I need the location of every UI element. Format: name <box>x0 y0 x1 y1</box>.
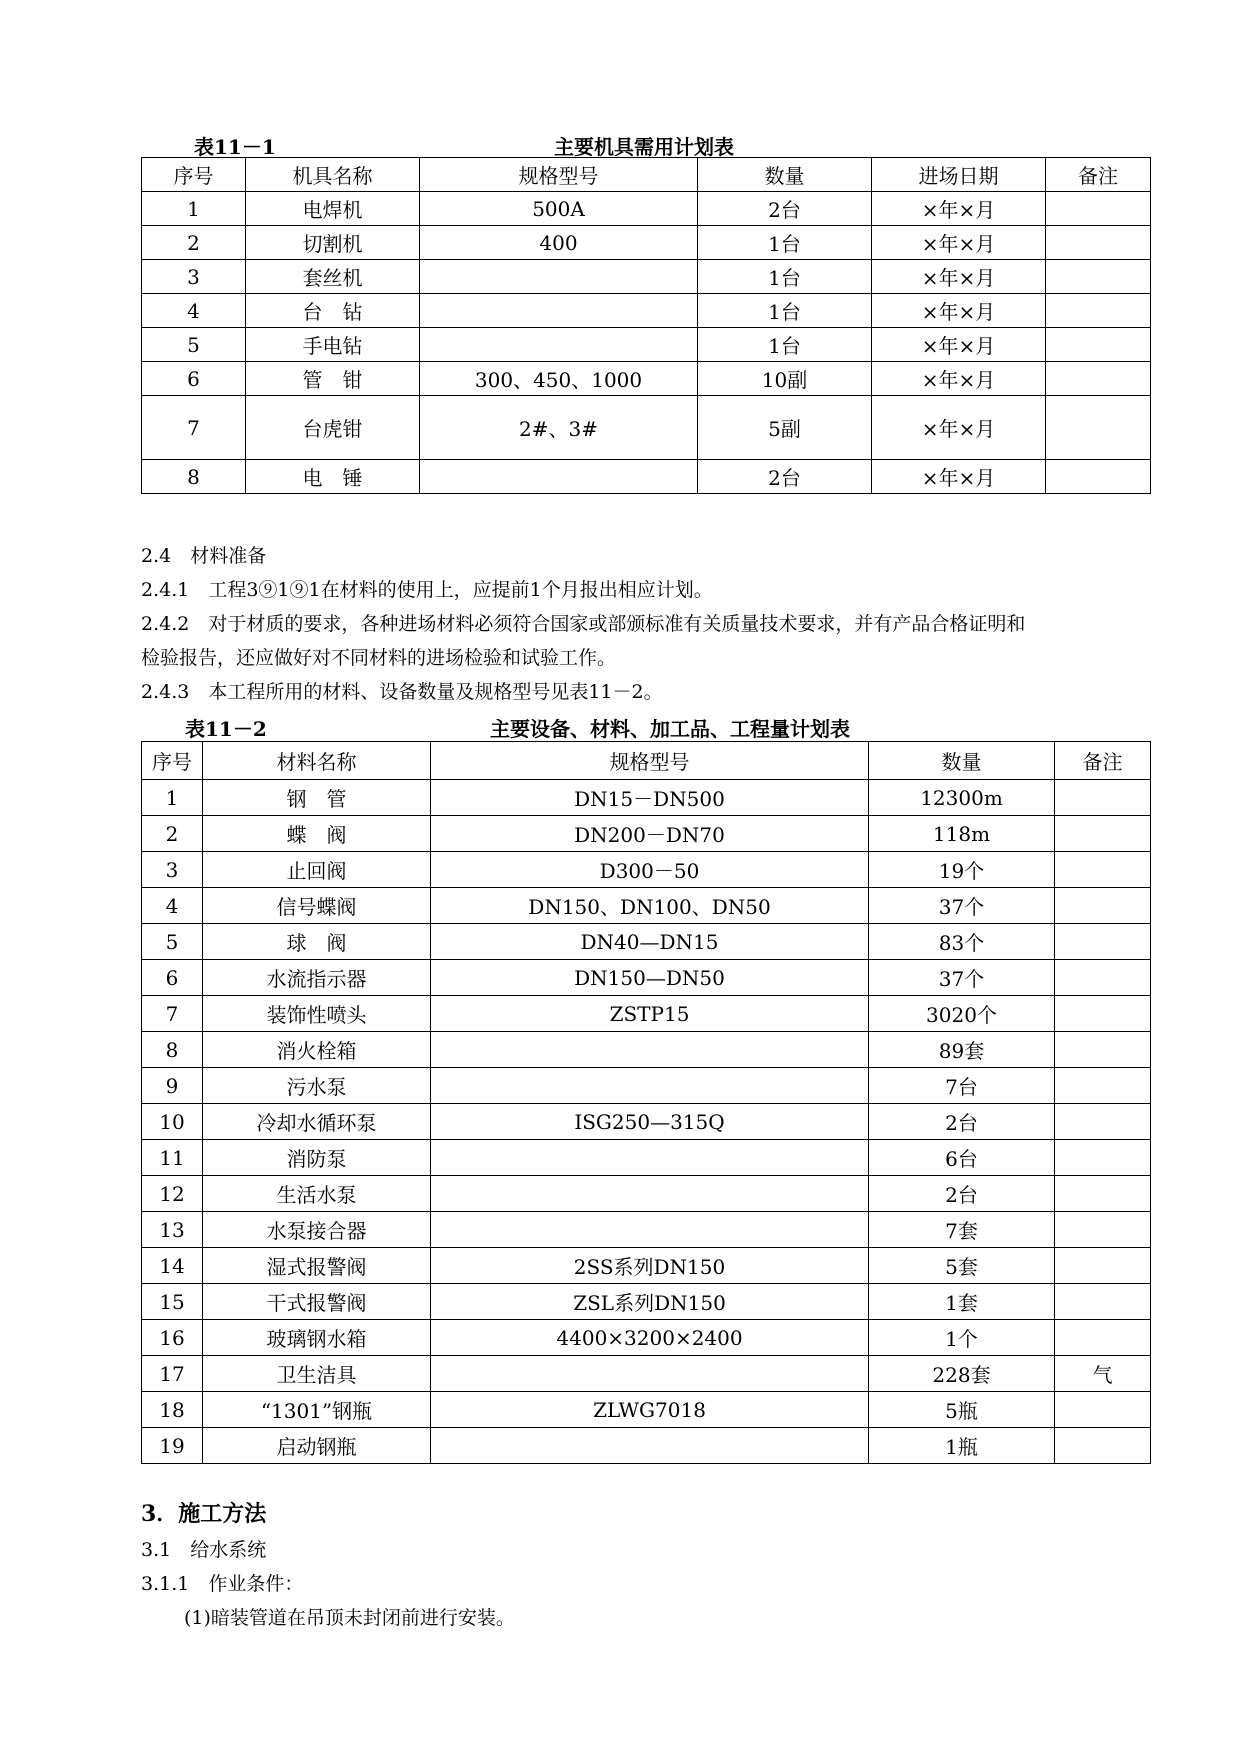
paragraph-2-4-2-line1: 2.4.2 对于材质的要求，各种进场材料必须符合国家或部颁标准有关质量技术要求，并有产品合格证明和 <box>141 613 1026 635</box>
table-cell: 7 <box>142 996 203 1032</box>
table-cell: 装饰性喷头 <box>203 996 431 1032</box>
table-cell: 6台 <box>869 1140 1055 1176</box>
table-row <box>142 328 1151 362</box>
table-cell: 5瓶 <box>869 1392 1055 1428</box>
table-cell: ZLWG7018 <box>431 1392 869 1428</box>
table-cell: 钢 管 <box>203 780 431 816</box>
table-row <box>142 816 1151 852</box>
table-row <box>142 1068 1151 1104</box>
section-heading-3: 3．施工方法 <box>141 1501 267 1527</box>
table-cell: 15 <box>142 1284 203 1320</box>
table2-header-cell: 规格型号 <box>431 742 869 780</box>
table-cell: 228套 <box>869 1356 1055 1392</box>
section-heading-3-1-1: 3.1.1 作业条件： <box>141 1573 304 1595</box>
table2-header-cell: 备注 <box>1055 742 1151 780</box>
table-cell: 1 <box>142 780 203 816</box>
table-cell <box>1055 996 1151 1032</box>
table-row <box>142 226 1151 260</box>
table-cell <box>431 1428 869 1464</box>
table-row <box>142 1104 1151 1140</box>
table-cell: 启动钢瓶 <box>203 1428 431 1464</box>
table-cell: 管 钳 <box>246 362 420 396</box>
table-row <box>142 294 1151 328</box>
table-cell: 电 锤 <box>246 460 420 494</box>
table-cell: 2台 <box>698 460 872 494</box>
table-row <box>142 996 1151 1032</box>
table-cell: 500A <box>420 192 698 226</box>
table-cell: 干式报警阀 <box>203 1284 431 1320</box>
table-cell: 蝶 阀 <box>203 816 431 852</box>
table-cell: 1个 <box>869 1320 1055 1356</box>
table-cell <box>420 294 698 328</box>
table2-caption-number: 表11－2 <box>185 717 267 741</box>
table-cell: 37个 <box>869 960 1055 996</box>
table1-header-cell: 进场日期 <box>872 158 1046 192</box>
section-heading-3-1: 3.1 给水系统 <box>141 1539 267 1561</box>
table-cell: 12 <box>142 1176 203 1212</box>
table1-header-cell: 机具名称 <box>246 158 420 192</box>
paragraph-2-4-1: 2.4.1 工程3⑨1⑨1在材料的使用上，应提前1个月报出相应计划。 <box>141 579 713 601</box>
table-cell: ZSTP15 <box>431 996 869 1032</box>
table-cell: 10 <box>142 1104 203 1140</box>
table1-header-cell: 备注 <box>1046 158 1151 192</box>
table-cell: 6 <box>142 362 246 396</box>
table-cell: 19个 <box>869 852 1055 888</box>
table-cell: 1套 <box>869 1284 1055 1320</box>
table-cell: 2SS系列DN150 <box>431 1248 869 1284</box>
table-cell <box>1046 294 1151 328</box>
table1-caption-title: 主要机具需用计划表 <box>554 135 734 159</box>
table-cell <box>1055 960 1151 996</box>
table-cell: 4 <box>142 294 246 328</box>
table-cell: 17 <box>142 1356 203 1392</box>
table-cell: 台 钻 <box>246 294 420 328</box>
table-cell <box>1046 192 1151 226</box>
table-cell: ISG250—315Q <box>431 1104 869 1140</box>
table-cell <box>1046 260 1151 294</box>
table-cell: 冷却水循环泵 <box>203 1104 431 1140</box>
table-cell: ZSL系列DN150 <box>431 1284 869 1320</box>
table-cell: 2台 <box>869 1176 1055 1212</box>
table-cell <box>1055 1428 1151 1464</box>
table-row <box>142 1284 1151 1320</box>
table-cell: DN150、DN100、DN50 <box>431 888 869 924</box>
table-cell <box>431 1032 869 1068</box>
table-cell: 11 <box>142 1140 203 1176</box>
table-cell: 8 <box>142 460 246 494</box>
table-cell: 污水泵 <box>203 1068 431 1104</box>
table-cell: 台虎钳 <box>246 396 420 460</box>
table-row <box>142 888 1151 924</box>
table-cell: 9 <box>142 1068 203 1104</box>
table-cell <box>420 260 698 294</box>
table-cell <box>420 328 698 362</box>
table-cell: 卫生洁具 <box>203 1356 431 1392</box>
table-cell <box>431 1212 869 1248</box>
table-cell: 7 <box>142 396 246 460</box>
table-cell <box>1055 1068 1151 1104</box>
table-cell <box>1055 924 1151 960</box>
table-cell <box>1055 816 1151 852</box>
table-cell <box>1046 460 1151 494</box>
table-cell: 1 <box>142 192 246 226</box>
table-cell <box>1055 888 1151 924</box>
table-row <box>142 780 1151 816</box>
table-cell <box>1046 362 1151 396</box>
table-cell: 14 <box>142 1248 203 1284</box>
table-row <box>142 1140 1151 1176</box>
table-cell: 5副 <box>698 396 872 460</box>
table-cell: 89套 <box>869 1032 1055 1068</box>
table-cell: 118m <box>869 816 1055 852</box>
table-cell: 5 <box>142 328 246 362</box>
table2-header-row <box>142 742 1151 780</box>
table-cell: 水流指示器 <box>203 960 431 996</box>
table-row <box>142 396 1151 460</box>
table-cell: ×年×月 <box>872 260 1046 294</box>
table-cell <box>431 1140 869 1176</box>
table-row <box>142 960 1151 996</box>
table-cell: 16 <box>142 1320 203 1356</box>
table-cell: 7台 <box>869 1068 1055 1104</box>
table-cell: D300－50 <box>431 852 869 888</box>
table-cell: 37个 <box>869 888 1055 924</box>
table-cell: ×年×月 <box>872 192 1046 226</box>
table-cell: 水泵接合器 <box>203 1212 431 1248</box>
table-row <box>142 1032 1151 1068</box>
table-row <box>142 1212 1151 1248</box>
table1-header-cell: 规格型号 <box>420 158 698 192</box>
table-cell: 3 <box>142 852 203 888</box>
table-cell <box>420 460 698 494</box>
table-cell: 切割机 <box>246 226 420 260</box>
table-cell: 8 <box>142 1032 203 1068</box>
table-cell: 5套 <box>869 1248 1055 1284</box>
table1-caption-number: 表11－1 <box>194 135 276 159</box>
table-cell: 2台 <box>698 192 872 226</box>
table-cell: ×年×月 <box>872 328 1046 362</box>
table-cell <box>1055 852 1151 888</box>
table2-header-cell: 材料名称 <box>203 742 431 780</box>
table-cell: 3 <box>142 260 246 294</box>
table-cell: 83个 <box>869 924 1055 960</box>
table-cell: 6 <box>142 960 203 996</box>
table-row <box>142 192 1151 226</box>
table-cell: 10副 <box>698 362 872 396</box>
table-cell <box>1055 1248 1151 1284</box>
table-cell <box>1046 396 1151 460</box>
table-cell <box>431 1068 869 1104</box>
table-cell: 7套 <box>869 1212 1055 1248</box>
table-row <box>142 1356 1151 1392</box>
paragraph-2-4-3: 2.4.3 本工程所用的材料、设备数量及规格型号见表11－2。 <box>141 681 663 703</box>
table-cell <box>1055 1320 1151 1356</box>
table-cell: DN200－DN70 <box>431 816 869 852</box>
table-row <box>142 460 1151 494</box>
table-cell: 4 <box>142 888 203 924</box>
table-cell: 湿式报警阀 <box>203 1248 431 1284</box>
section-heading-2-4: 2.4 材料准备 <box>141 545 267 567</box>
table2-caption-title: 主要设备、材料、加工品、工程量计划表 <box>490 717 850 741</box>
table-row <box>142 1392 1151 1428</box>
table1-header-cell: 数量 <box>698 158 872 192</box>
table-cell <box>1055 1392 1151 1428</box>
table-cell: ×年×月 <box>872 226 1046 260</box>
table-row <box>142 1320 1151 1356</box>
table-cell: 2台 <box>869 1104 1055 1140</box>
table-cell: 生活水泵 <box>203 1176 431 1212</box>
table-cell: 1台 <box>698 328 872 362</box>
table-cell <box>1046 328 1151 362</box>
table-cell: 4400×3200×2400 <box>431 1320 869 1356</box>
table-row <box>142 1176 1151 1212</box>
table-cell: ×年×月 <box>872 460 1046 494</box>
materials-plan-table <box>141 741 1151 1464</box>
table-cell: ×年×月 <box>872 294 1046 328</box>
table-cell: 5 <box>142 924 203 960</box>
table2-header-cell: 数量 <box>869 742 1055 780</box>
table-cell: 消防泵 <box>203 1140 431 1176</box>
table-cell: 1瓶 <box>869 1428 1055 1464</box>
table-row <box>142 362 1151 396</box>
table-cell: 19 <box>142 1428 203 1464</box>
table-cell: 止回阀 <box>203 852 431 888</box>
table-cell <box>1055 780 1151 816</box>
table-cell: 12300m <box>869 780 1055 816</box>
table-cell: 2#、3# <box>420 396 698 460</box>
table-cell: “1301”钢瓶 <box>203 1392 431 1428</box>
table-cell <box>431 1356 869 1392</box>
table-cell: ×年×月 <box>872 396 1046 460</box>
table-cell: 1台 <box>698 294 872 328</box>
paragraph-item-1: (1)暗装管道在吊顶未封闭前进行安装。 <box>184 1607 515 1629</box>
table-row <box>142 260 1151 294</box>
table-cell: DN40—DN15 <box>431 924 869 960</box>
table-cell: DN15－DN500 <box>431 780 869 816</box>
equipment-plan-table <box>141 157 1151 494</box>
table-cell <box>1055 1284 1151 1320</box>
paragraph-2-4-2-line2: 检验报告，还应做好对不同材料的进场检验和试验工作。 <box>141 647 617 669</box>
table-cell: 1台 <box>698 260 872 294</box>
table1-header-cell: 序号 <box>142 158 246 192</box>
table-cell: 电焊机 <box>246 192 420 226</box>
table-cell: 18 <box>142 1392 203 1428</box>
table-row <box>142 852 1151 888</box>
table-cell: 手电钻 <box>246 328 420 362</box>
table-cell: 1台 <box>698 226 872 260</box>
table-cell: 400 <box>420 226 698 260</box>
table1-header-row <box>142 158 1151 192</box>
table-cell: DN150—DN50 <box>431 960 869 996</box>
table-row <box>142 1428 1151 1464</box>
table-cell <box>1055 1212 1151 1248</box>
table-row <box>142 1248 1151 1284</box>
table-cell: 玻璃钢水箱 <box>203 1320 431 1356</box>
table-cell: 2 <box>142 816 203 852</box>
table-cell: 13 <box>142 1212 203 1248</box>
table-cell: 套丝机 <box>246 260 420 294</box>
table-cell <box>1046 226 1151 260</box>
table-cell <box>1055 1032 1151 1068</box>
table-cell <box>431 1176 869 1212</box>
table-cell: 2 <box>142 226 246 260</box>
table-cell: 3020个 <box>869 996 1055 1032</box>
table2-header-cell: 序号 <box>142 742 203 780</box>
table-cell: 信号蝶阀 <box>203 888 431 924</box>
table-cell: 消火栓箱 <box>203 1032 431 1068</box>
table-row <box>142 924 1151 960</box>
table-cell <box>1055 1104 1151 1140</box>
table-cell: 300、450、1000 <box>420 362 698 396</box>
table-cell: 气 <box>1055 1356 1151 1392</box>
table-cell: ×年×月 <box>872 362 1046 396</box>
table-cell <box>1055 1140 1151 1176</box>
table-cell: 球 阀 <box>203 924 431 960</box>
table-cell <box>1055 1176 1151 1212</box>
